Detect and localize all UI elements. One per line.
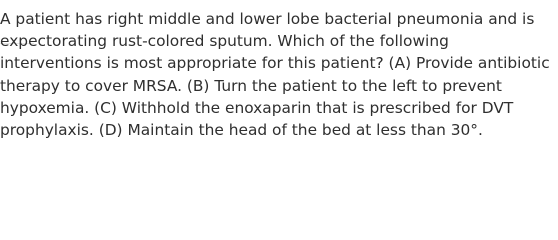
question-text: A patient has right middle and lower lobe bacterial pneumonia and is expectorating rust-colored sputum. Which of the following interventions is most appropriate for this patient? (A) Provide antibiotic therapy to cover MRSA. (B) Turn the patient to the left to prevent hypoxemia. (C) Withhold the enoxaparin that is prescribed for DVT prophylaxis. (D) Maintain the head of the bed at less than 30°.	[0, 10, 550, 140]
